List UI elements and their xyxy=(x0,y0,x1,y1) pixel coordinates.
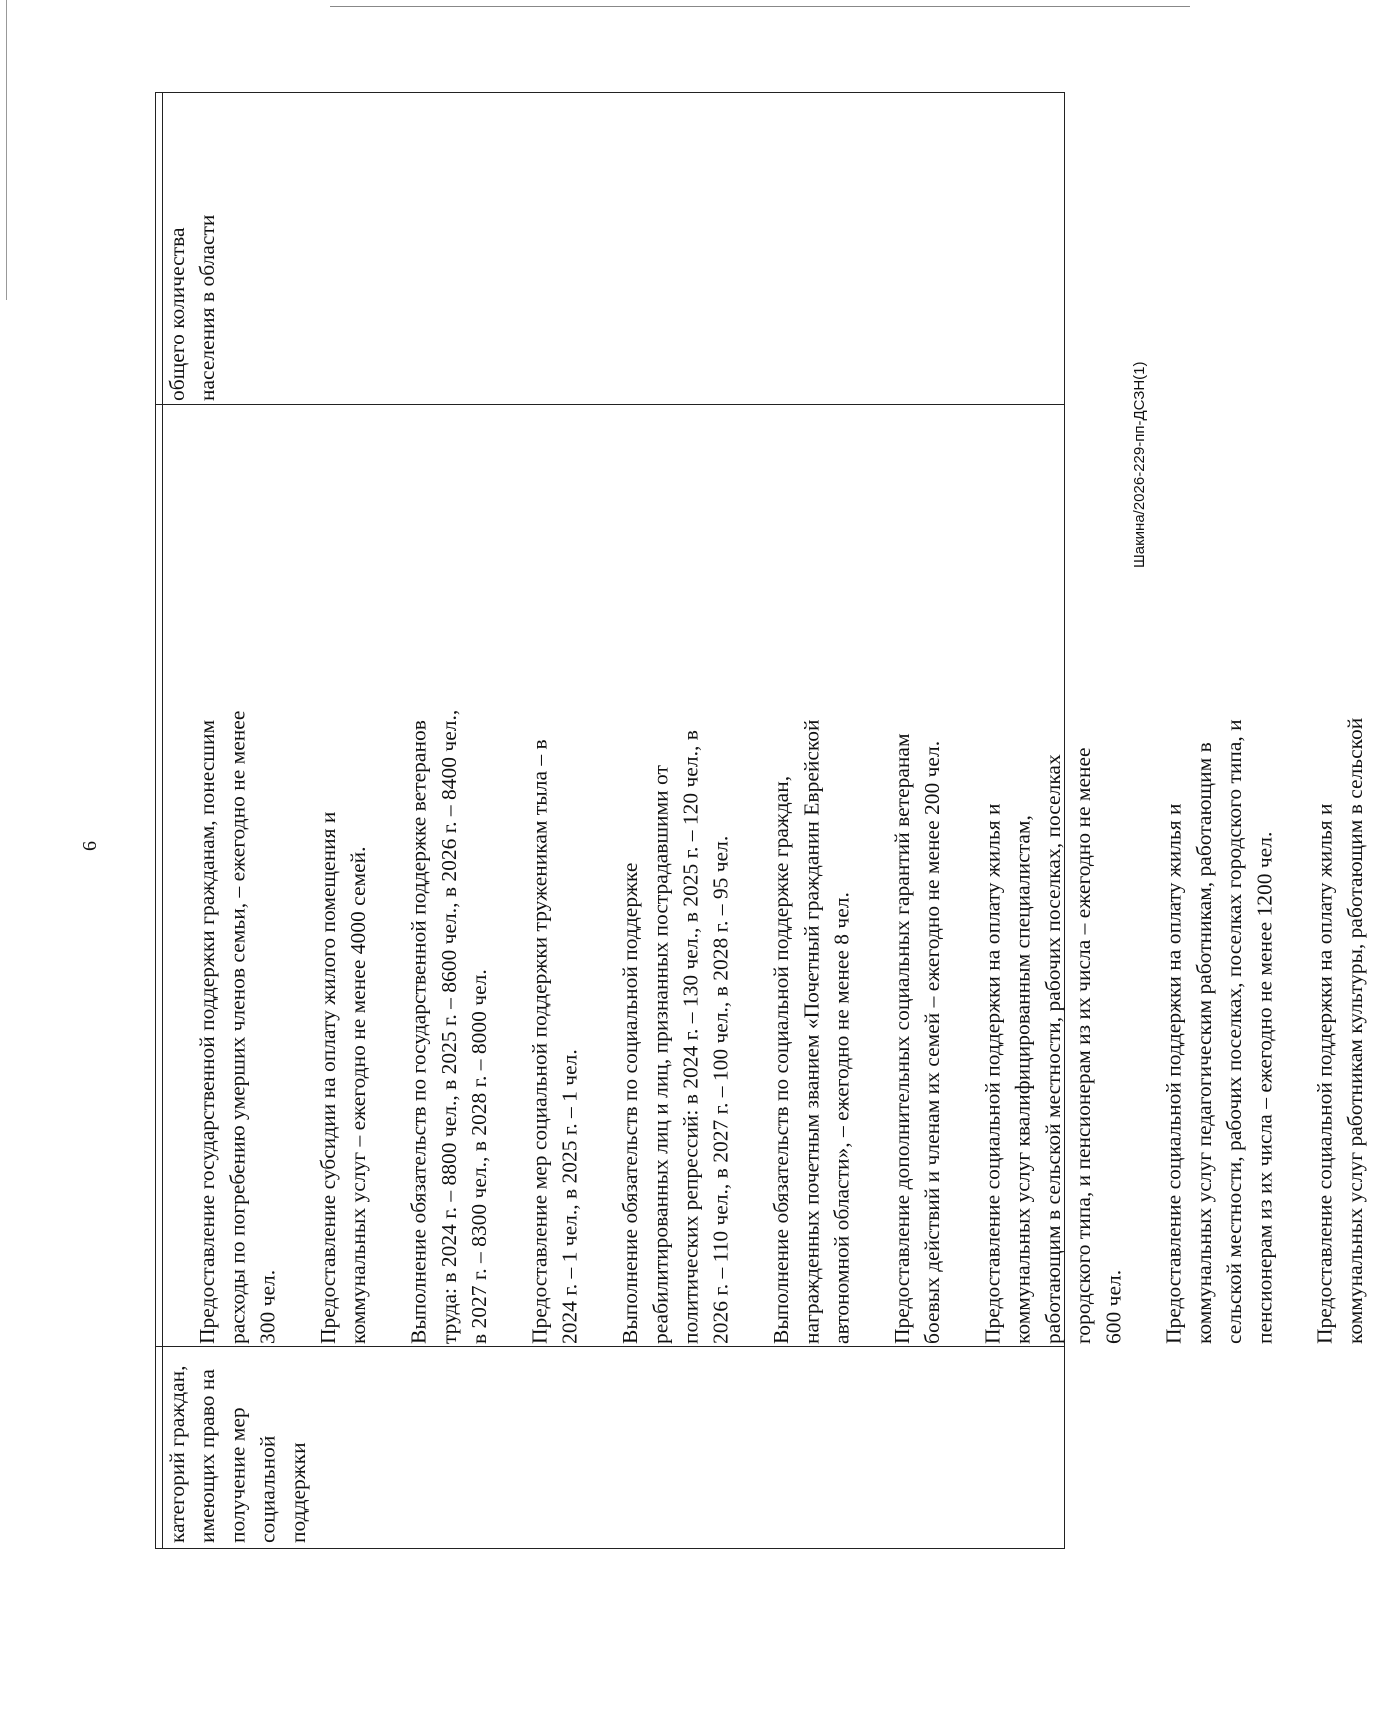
measure-rural-specialists: Предоставление социальной поддержки на оплату жилья и коммунальных услуг квалифицированным специалистам, работающим в сельской местности, рабочих поселках, поселках городского типа, и пенсионерам из их числа – ежегодно не менее 600 чел. xyxy=(980,747,1126,1344)
measure-burial-support: Предоставление государственной поддержки гражданам, понесшим расходы по погребению умерших членов семьи, – ежегодно не менее 300 чел. xyxy=(195,710,280,1344)
measure-honorary-citizens: Выполнение обязательств по социальной поддержке граждан, награжденных почетным званием «Почетный гражданин Еврейской автономной области», – ежегодно не менее 8 чел. xyxy=(769,719,854,1344)
measure-rural-teachers: Предоставление социальной поддержки на оплату жилья и коммунальных услуг педагогическим работникам, работающим в сельской местности, рабочих поселках, поселках городского типа, и пенсионерам из их числа – ежегодно не менее 1200 чел. xyxy=(1161,719,1277,1344)
row-divider-1 xyxy=(156,1346,1064,1347)
measure-rural-culture-workers: Предоставление социальной поддержки на оплату жилья и коммунальных услуг работникам культуры, работающим в сельской xyxy=(1312,717,1367,1344)
file-identifier: Шакина/2026-229-пп-ДСЗН(1) xyxy=(1131,361,1148,568)
category-cell: категорий граждан, имеющих право на получение мер социальной поддержки xyxy=(165,1365,310,1543)
scan-left-edge-line xyxy=(6,0,7,300)
row-divider-2 xyxy=(156,404,1064,405)
measure-rehabilitated-persons: Выполнение обязательств по социальной поддержке реабилитированных лиц и лиц, признанных пострадавшими от политических репрессий: в 2024 г. – 130 чел., в 2025 г. – 120 чел., в 2026 г. – 110 чел., в 2027 г. – 100 чел., в 2028 г. – 95 чел. xyxy=(618,730,733,1344)
scan-top-edge-line xyxy=(330,6,1190,7)
measure-labour-veterans: Выполнение обязательств по государственной поддержке ветеранов труда: в 2024 г. – 8800 чел., в 2025 г. – 8600 чел., в 2026 г. – 8400 чел., в 2027 г. – 8300 чел., в 2028 г. – 8000 чел. xyxy=(406,709,492,1344)
measure-combat-veterans: Предоставление дополнительных социальных гарантий ветеранам боевых действий и членам их семей – ежегодно не менее 200 чел. xyxy=(889,733,945,1344)
measure-housing-subsidy: Предоставление субсидии на оплату жилого помещения и коммунальных услуг – ежегодно не менее 4000 семей. xyxy=(316,811,371,1344)
measure-home-front-workers: Предоставление мер социальной поддержки труженикам тыла – в 2024 г. – 1 чел., в 2025 г. – 1 чел. xyxy=(527,739,582,1344)
result-cell: общего количества населения в области xyxy=(165,214,220,401)
page-number: 6 xyxy=(79,841,101,851)
